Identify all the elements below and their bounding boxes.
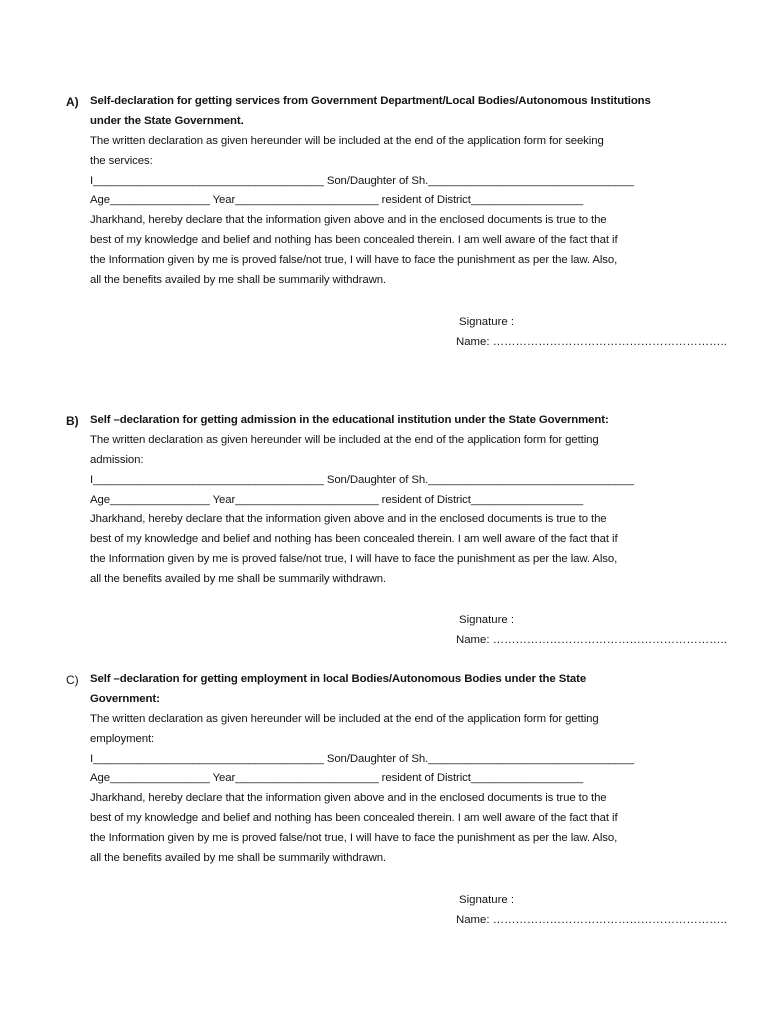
name-label: Name: …………………………………………………….. (456, 634, 727, 646)
name-parent-blank-line: I_____________________________________ Son/Daughter of Sh._________________________________ (90, 473, 634, 486)
declaration-line: all the benefits availed by me shall be summarily withdrawn. (90, 852, 386, 865)
declaration-line: Jharkhand, hereby declare that the information given above and in the enclosed documents is true to the (90, 513, 607, 526)
signature-label: Signature : (459, 614, 515, 626)
declaration-line: best of my knowledge and belief and nothing has been concealed therein. I am well aware of the fact that if (90, 533, 618, 546)
signature-label: Signature : (459, 316, 515, 328)
section-heading-line: Self –declaration for getting admission in the educational institution under the State Government: (90, 414, 609, 426)
section-marker: C) (66, 673, 79, 687)
section-marker: A) (66, 95, 79, 109)
name-parent-blank-line: I_____________________________________ Son/Daughter of Sh._________________________________ (90, 174, 634, 187)
section-heading-line: Government: (90, 692, 160, 705)
age-year-district-blank-line: Age________________ Year_______________________ resident of District__________________ (90, 772, 584, 785)
section-body (90, 92, 710, 291)
age-year-district-blank-line: Age________________ Year_______________________ resident of District__________________ (90, 194, 584, 207)
name-parent-blank-line: I_____________________________________ Son/Daughter of Sh._________________________________ (90, 752, 634, 765)
section-heading-line: Self –declaration for getting employment in local Bodies/Autonomous Bodies under the State (90, 673, 587, 685)
intro-line: the services: (90, 154, 153, 167)
intro-line: The written declaration as given hereunder will be included at the end of the application form for getting (90, 712, 599, 725)
signature-block (456, 610, 736, 650)
section-body (90, 670, 710, 869)
declaration-line: all the benefits availed by me shall be summarily withdrawn. (90, 573, 386, 586)
section-heading-line: Self-declaration for getting services from Government Department/Local Bodies/Autonomous Institutions (90, 95, 651, 107)
declaration-line: all the benefits availed by me shall be summarily withdrawn. (90, 274, 386, 287)
name-label: Name: …………………………………………………….. (456, 914, 727, 926)
signature-block (456, 890, 736, 930)
section-marker: B) (66, 414, 79, 428)
declaration-line: Jharkhand, hereby declare that the information given above and in the enclosed documents is true to the (90, 792, 607, 805)
section-heading-line: under the State Government. (90, 114, 244, 127)
age-year-district-blank-line: Age________________ Year_______________________ resident of District__________________ (90, 493, 584, 506)
section-body (90, 411, 710, 590)
declaration-line: best of my knowledge and belief and nothing has been concealed therein. I am well aware of the fact that if (90, 234, 618, 247)
intro-line: employment: (90, 732, 155, 745)
signature-label: Signature : (459, 894, 515, 906)
declaration-line: the Information given by me is proved false/not true, I will have to face the punishment as per the law. Also, (90, 832, 618, 845)
intro-line: admission: (90, 453, 144, 466)
declaration-line: best of my knowledge and belief and nothing has been concealed therein. I am well aware of the fact that if (90, 812, 618, 825)
declaration-line: the Information given by me is proved false/not true, I will have to face the punishment as per the law. Also, (90, 553, 618, 566)
declaration-line: the Information given by me is proved false/not true, I will have to face the punishment as per the law. Also, (90, 254, 618, 267)
signature-block (456, 312, 736, 352)
intro-line: The written declaration as given hereunder will be included at the end of the application form for seeking (90, 134, 604, 147)
intro-line: The written declaration as given hereunder will be included at the end of the application form for getting (90, 433, 599, 446)
name-label: Name: …………………………………………………….. (456, 336, 727, 348)
declaration-line: Jharkhand, hereby declare that the information given above and in the enclosed documents is true to the (90, 214, 607, 227)
